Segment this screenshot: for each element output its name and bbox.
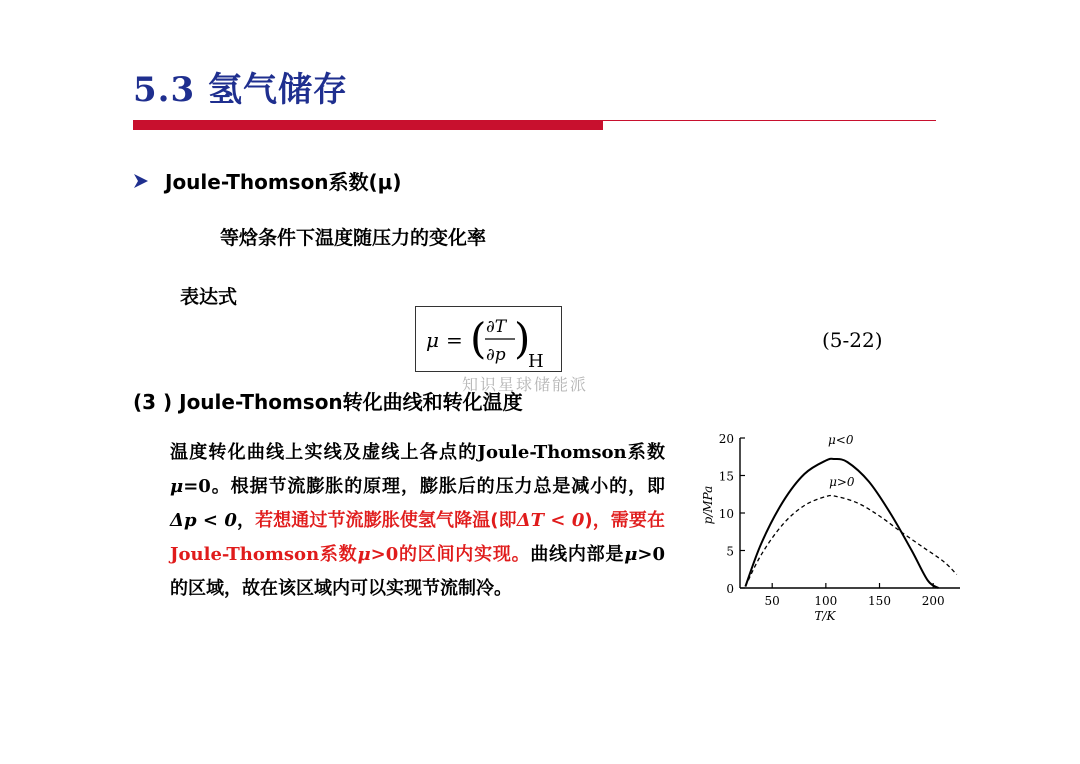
slide-title: 5.3 氢气储存 xyxy=(133,70,348,110)
para-text: 温度转化曲线上实线及虚线上各点的 xyxy=(170,442,478,463)
y-tick-label: 5 xyxy=(726,544,734,559)
highlight-math: >0 xyxy=(370,544,399,565)
formula-right-paren: ) xyxy=(514,314,531,363)
x-axis-label: T/K xyxy=(814,609,836,623)
para-math: μ xyxy=(624,544,638,565)
formula-mu: μ xyxy=(426,328,439,352)
inversion-curve-dashed xyxy=(745,496,956,587)
para-text: ， xyxy=(236,510,256,531)
section-heading: (3 ) Joule-Thomson转化曲线和转化温度 xyxy=(133,390,523,414)
highlight-math: μ xyxy=(357,544,371,565)
formula-denominator: ∂p xyxy=(486,345,506,365)
equation-number: (5-22) xyxy=(822,328,883,352)
arrowhead-bullet-icon xyxy=(133,173,155,194)
annotation-mu-gt-0: μ>0 xyxy=(829,475,855,489)
expression-label: 表达式 xyxy=(180,286,238,308)
para-text: 的区域，故在该区域内可以实现节流制冷。 xyxy=(170,578,512,599)
title-underline-thin xyxy=(603,120,936,121)
highlight-text: 系数 xyxy=(319,544,358,565)
watermark-text: 知识星球储能派 xyxy=(462,375,589,394)
y-tick-label: 10 xyxy=(718,507,734,521)
title-underline-thick xyxy=(133,120,603,130)
highlight-text: Joule-Thomson xyxy=(170,544,320,565)
bullet-item xyxy=(133,166,402,195)
para-text: 。根据节流膨胀的原理，膨胀后的压力总是减小的，即 xyxy=(210,476,665,497)
para-text: 系数 xyxy=(626,442,666,463)
highlight-text: )，需要在 xyxy=(584,510,665,531)
x-tick-label: 200 xyxy=(921,594,945,608)
y-tick-label: 0 xyxy=(726,582,734,596)
chart-svg xyxy=(690,420,980,630)
para-math: =0 xyxy=(183,476,211,497)
formula-left-paren: ( xyxy=(470,314,487,363)
formula-equals: = xyxy=(446,328,463,352)
bullet-label: Joule-Thomson系数(μ) xyxy=(165,170,402,194)
y-axis-label: p/MPa xyxy=(701,485,715,525)
y-tick-label: 20 xyxy=(718,432,734,446)
x-tick-label: 50 xyxy=(764,594,780,608)
definition-text: 等焓条件下温度随压力的变化率 xyxy=(220,227,487,249)
y-tick-label: 15 xyxy=(718,469,734,484)
formula-numerator: ∂T xyxy=(486,317,507,337)
formula-subscript: H xyxy=(528,351,544,372)
annotation-mu-lt-0: μ<0 xyxy=(828,433,854,447)
para-math: Δp < 0 xyxy=(170,510,237,531)
para-math: μ xyxy=(170,476,184,497)
highlight-math: ΔT < 0 xyxy=(516,510,585,531)
para-math: >0 xyxy=(637,544,665,565)
para-text: 曲线内部是 xyxy=(530,544,625,565)
x-tick-label: 100 xyxy=(814,594,838,608)
para-text: Joule-Thomson xyxy=(477,442,627,463)
highlight-text: 若想通过节流膨胀使氢气降温(即 xyxy=(255,510,517,531)
formula-box xyxy=(415,306,562,372)
inversion-curve-chart xyxy=(690,420,980,634)
highlight-text: 的区间内实现。 xyxy=(398,544,531,565)
body-paragraph xyxy=(170,436,665,606)
x-tick-label: 150 xyxy=(868,594,891,608)
formula-svg xyxy=(416,307,563,373)
